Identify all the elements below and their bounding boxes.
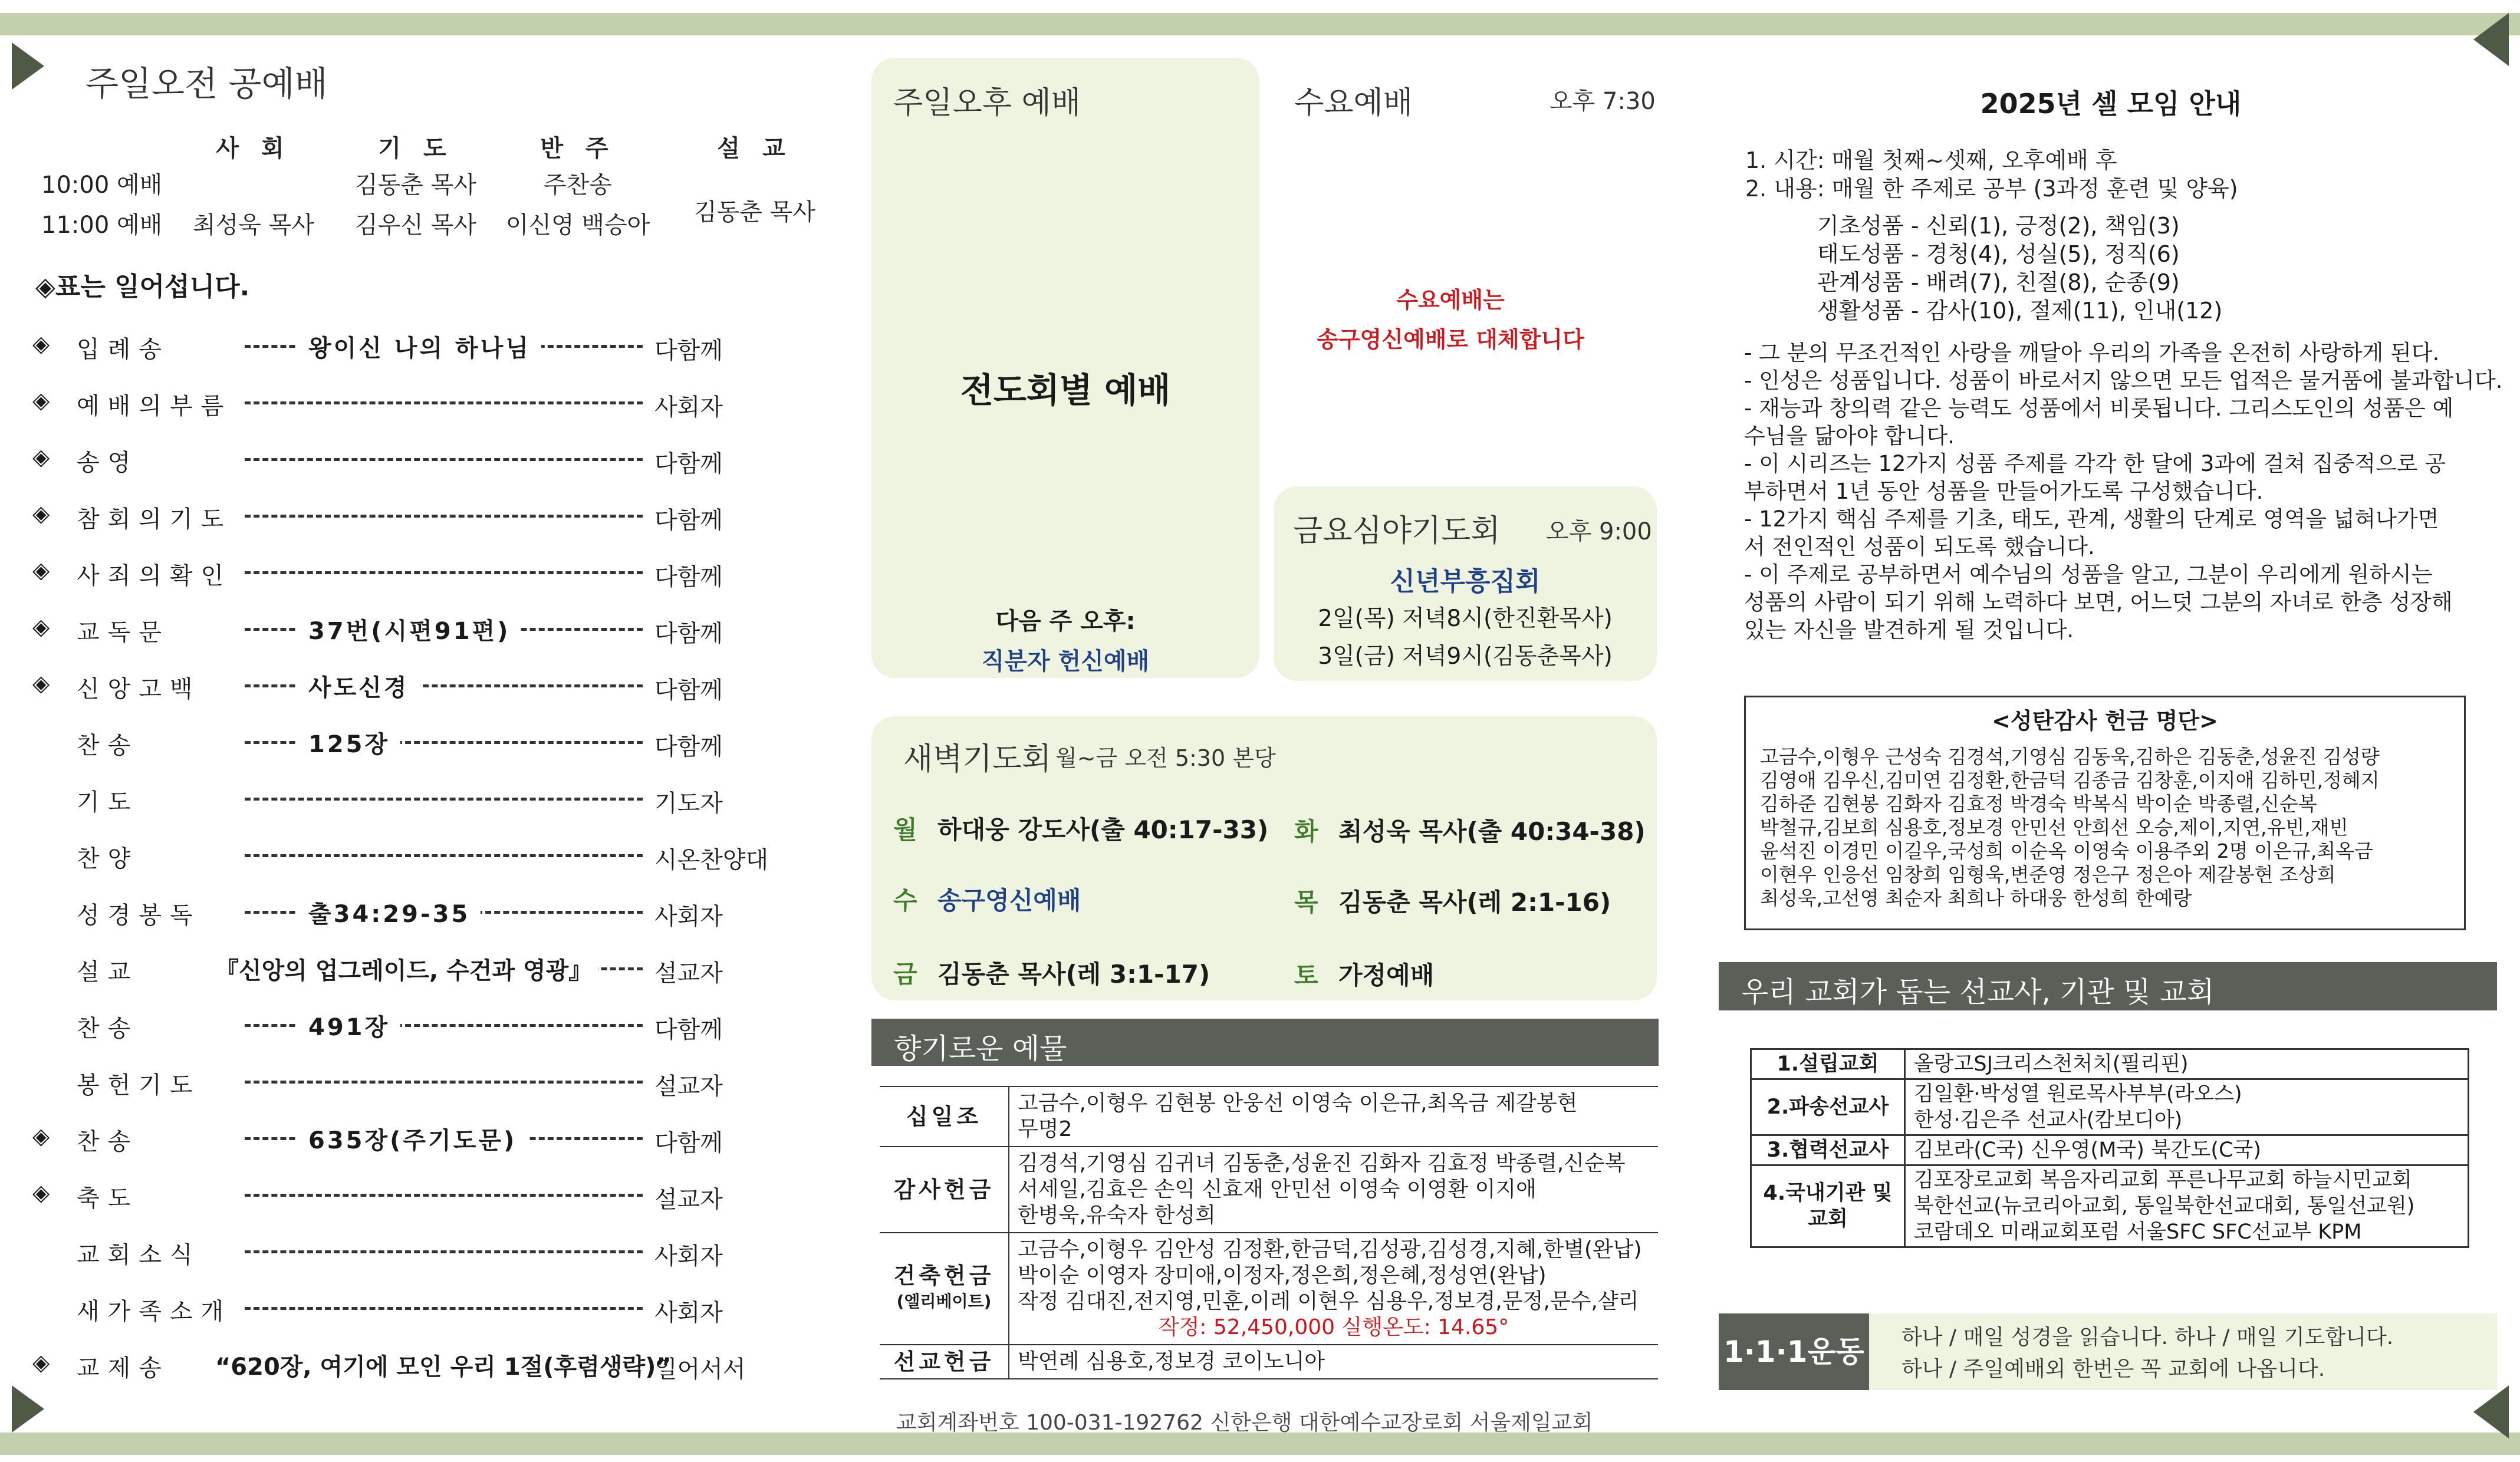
leader-dots [245, 1194, 643, 1197]
order-item-role: 다함께 [654, 620, 723, 647]
dawn-leader: 최성욱 목사(출 40:34-38) [1338, 817, 1646, 846]
order-item-detail: 125장 [298, 726, 400, 759]
mission-row [1751, 1049, 2469, 1079]
next-week-value: 직분자 헌신예배 [981, 648, 1150, 675]
order-item-detail: 사도신경 [298, 669, 420, 703]
cell-paragraph-line: - 12가지 핵심 주제를 기초, 태도, 관계, 생활의 단계로 영역을 넓혀나가면 [1744, 506, 2439, 532]
order-item-role: 다함께 [654, 450, 723, 478]
header-leader: 사 회 [216, 135, 291, 162]
top-band [0, 13, 2520, 35]
dawn-leader: 하대웅 강도사(출 40:17-33) [937, 815, 1269, 844]
cell-paragraph-line: 수님을 닮아야 합니다. [1744, 423, 1955, 449]
leader-dots [245, 458, 643, 461]
offerings-title: 향기로운 예물 [894, 1032, 1067, 1065]
friday-line: 2일(목) 저녁8시(한진환목사) [1318, 605, 1613, 632]
order-item [32, 1346, 825, 1381]
order-mark-icon: ◈ [32, 670, 50, 696]
wednesday-title: 수요예배 [1294, 85, 1413, 121]
stand-note: ◈표는 일어섭니다. [35, 272, 250, 302]
order-item-detail: 출34:29-35 [298, 895, 481, 929]
offering-row [880, 1233, 1658, 1345]
movement-badge: 1·1·1운동 [1719, 1313, 1869, 1390]
offering-label-text: 감사헌금 [893, 1177, 995, 1203]
order-item-detail: 『신앙의 업그레이드, 수건과 영광』 [209, 952, 598, 986]
order-item-name: 사죄의확인 [77, 562, 232, 590]
order-item [32, 1176, 825, 1211]
order-item [32, 440, 825, 476]
wednesday-note: 수요예배는 [1396, 287, 1505, 313]
leader-dots [245, 1250, 643, 1253]
mission-label: 2.파송선교사 [1751, 1079, 1905, 1135]
offering-line: 작정 김대진,전지영,민훈,이레 이현우 심용우,정보경,문정,문수,샬리 [1018, 1289, 1639, 1313]
order-item-name: 참회의기도 [77, 506, 232, 533]
order-item [32, 610, 825, 646]
order-item-name: 찬송 [77, 1015, 139, 1042]
christmas-name-line: 김영애 김우신,김미연 김정환,한금덕 김종금 김창훈,이지애 김하민,정혜지 [1760, 769, 2380, 792]
friday-line: 3일(금) 저녁9시(김동춘목사) [1318, 643, 1613, 670]
order-mark-icon: ◈ [32, 1180, 50, 1206]
offering-line: 고금수,이형우 김안성 김정환,한금덕,김성광,김성경,지혜,한별(완납) [1018, 1237, 1642, 1262]
order-item [32, 1006, 825, 1042]
mission-entry: 김보라(C국) 신우영(M국) 북간도(C국) [1914, 1138, 2261, 1162]
order-item-name: 찬양 [77, 845, 139, 872]
movement-line: 하나 / 매일 성경을 읽습니다. 하나 / 매일 기도합니다. [1901, 1325, 2394, 1349]
order-item [32, 497, 825, 532]
dawn-schedule: 월~금 오전 5:30 본당 [1055, 745, 1276, 771]
cell-paragraph-line: 부하면서 1년 동안 성품을 만들어가도록 구성했습니다. [1744, 479, 2264, 504]
offering-label [880, 1233, 1009, 1345]
afternoon-main: 전도회별 예배 [960, 370, 1171, 410]
cell-paragraph-line: 성품의 사람이 되기 위해 노력하다 보면, 어느덧 그분의 자녀로 한층 성장해 [1744, 590, 2453, 615]
mission-entry: 김일환·박성열 원로목사부부(라오스) [1914, 1082, 2242, 1106]
leader-dots [245, 1307, 643, 1310]
dawn-day: 화 [1294, 817, 1318, 846]
order-item-detail: 635장(주기도문) [298, 1122, 527, 1155]
dawn-leader: 가정예배 [1338, 961, 1435, 990]
mission-entry: 김포장로교회 복음자리교회 푸른나무교회 하늘시민교회 [1914, 1168, 2412, 1192]
order-mark-icon: ◈ [32, 557, 50, 583]
order-item-role: 다함께 [654, 1130, 723, 1157]
account-info: 교회계좌번호 100-031-192762 신한은행 대한예수교장로회 서울제일교회 [896, 1411, 1593, 1435]
christmas-title: <성탄감사 헌금 명단> [1992, 708, 2218, 734]
cell-paragraph-line: 서 전인적인 성품이 되도록 했습니다. [1744, 534, 2095, 559]
order-item [32, 950, 825, 985]
order-item-role: 설교자 [654, 1186, 723, 1213]
mission-entries [1905, 1135, 2469, 1165]
cell-title: 2025년 셀 모임 안내 [1980, 88, 2242, 120]
order-item-role: 사회자 [654, 1299, 723, 1326]
order-mark-icon: ◈ [32, 1123, 50, 1149]
cell-category: 생활성품 - 감사(10), 절제(11), 인내(12) [1817, 298, 2223, 324]
leader-dots [245, 571, 643, 574]
offering-line: 한병욱,유숙자 한성희 [1018, 1203, 1216, 1227]
offering-row [880, 1086, 1658, 1147]
mission-row [1751, 1079, 2469, 1135]
mission-row [1751, 1135, 2469, 1165]
next-week-label: 다음 주 오후: [995, 608, 1136, 635]
order-item-role: 설교자 [654, 1073, 723, 1100]
order-item-name: 교회소식 [77, 1242, 201, 1269]
order-item-name: 새가족소개 [77, 1298, 232, 1325]
missions-header [1719, 962, 2497, 1010]
order-item [32, 667, 825, 702]
christmas-name-line: 최성욱,고선영 최순자 최희나 하대웅 한성희 한예랑 [1760, 887, 2192, 910]
offering-label [880, 1345, 1009, 1379]
missions-title: 우리 교회가 돕는 선교사, 기관 및 교회 [1741, 976, 2215, 1009]
mission-entry: 코람데오 미래교회포럼 서울SFC SFC선교부 KPM [1914, 1220, 2362, 1244]
cell-paragraph-line: - 이 시리즈는 12가지 성품 주제를 각각 한 달에 3과에 걸쳐 집중적으로 공 [1744, 451, 2446, 476]
cell-category: 관계성품 - 배려(7), 친절(8), 순종(9) [1817, 269, 2180, 295]
leader-dots [245, 401, 643, 404]
header-prayer: 기 도 [378, 135, 453, 162]
prayer-name: 김우신 목사 [355, 212, 476, 239]
christmas-name-line: 박철규,김보희 심용호,정보경 안민선 안희선 오승,제이,지연,유빈,재빈 [1760, 816, 2348, 839]
accompanist-name: 이신영 백승아 [505, 212, 650, 239]
dawn-day: 수 [893, 886, 917, 915]
order-item-role: 다함께 [654, 564, 723, 591]
order-mark-icon: ◈ [32, 614, 50, 640]
order-item-name: 송영 [77, 449, 139, 476]
offering-line: 무명2 [1018, 1117, 1073, 1141]
offering-label-text: 건축헌금 [893, 1263, 995, 1289]
christmas-name-line: 이현우 인응선 임창희 임형욱,변준영 정은구 정은아 제갈봉현 조상희 [1760, 863, 2336, 886]
accompanist-name: 주찬송 [544, 172, 612, 199]
order-item-role: 기도자 [654, 790, 723, 817]
order-mark-icon: ◈ [32, 444, 50, 470]
offering-names [1009, 1086, 1658, 1147]
order-item-detail: “620장, 여기에 모인 우리 1절(후렴생략)” [209, 1348, 677, 1382]
offerings-table [880, 1086, 1658, 1379]
cell-paragraph-line: - 이 주제로 공부하면서 예수님의 성품을 알고, 그분이 우리에게 원하시는 [1744, 562, 2433, 587]
friday-title: 금요심야기도회 [1293, 513, 1501, 549]
prayer-name: 김동춘 목사 [355, 172, 476, 199]
order-item-name: 성경봉독 [77, 902, 201, 929]
mission-entry: 한성·김은주 선교사(캄보디아) [1914, 1108, 2183, 1132]
order-item [32, 1119, 825, 1155]
order-item-name: 찬송 [77, 1128, 139, 1155]
order-item [32, 384, 825, 419]
movement-line: 하나 / 주일예배외 한번은 꼭 교회에 나옵니다. [1901, 1357, 2325, 1381]
order-item-role: 설교자 [654, 960, 723, 987]
offerings-header [871, 1019, 1659, 1066]
leader-dots [245, 798, 643, 801]
order-item-role: 다함께 [654, 337, 723, 364]
order-item-name: 설교 [77, 959, 139, 986]
order-mark-icon: ◈ [32, 331, 50, 357]
dawn-day: 금 [893, 960, 917, 989]
offering-line: 서세일,김효은 손익 신효재 안민선 이영숙 이영환 이지애 [1018, 1177, 1537, 1201]
service-time: 10:00 예배 [41, 172, 163, 199]
offering-names [1009, 1233, 1658, 1345]
offering-row [880, 1147, 1658, 1233]
cell-line: 1. 시간: 매월 첫째~셋째, 오후예배 후 [1745, 147, 2117, 173]
afternoon-title: 주일오후 예배 [893, 85, 1081, 121]
mission-label: 3.협력선교사 [1751, 1135, 1905, 1165]
order-item [32, 723, 825, 759]
mission-entries [1905, 1049, 2469, 1079]
order-item-role: 사회자 [654, 1243, 723, 1270]
order-item-role: 다함께 [654, 677, 723, 704]
mission-row [1751, 1165, 2469, 1247]
preacher-name: 김동춘 목사 [694, 199, 815, 226]
leader-dots [245, 515, 643, 518]
header-accompanist: 반 주 [540, 135, 616, 162]
offering-sublabel: (엘리베이트) [896, 1292, 992, 1311]
offering-row [880, 1345, 1658, 1379]
order-item [32, 554, 825, 589]
order-mark-icon: ◈ [32, 1349, 50, 1375]
mission-label: 1.설립교회 [1751, 1049, 1905, 1079]
offering-label [880, 1086, 1009, 1147]
order-item-name: 신앙고백 [77, 676, 201, 703]
friday-time: 오후 9:00 [1546, 518, 1652, 545]
order-item-detail: 왕이신 나의 하나님 [298, 330, 541, 363]
order-item-role: 사회자 [654, 903, 723, 930]
mission-entries [1905, 1079, 2469, 1135]
offering-line: 박이순 이영자 장미애,이정자,정은희,정은혜,정성연(완납) [1018, 1263, 1547, 1288]
order-item [32, 780, 825, 815]
leader-dots [245, 1081, 643, 1084]
offering-names [1009, 1345, 1658, 1379]
order-item-name: 교독문 [77, 619, 170, 646]
offering-label [880, 1147, 1009, 1233]
friday-event: 신년부흥집회 [1390, 567, 1541, 597]
mission-entry: 올랑고SJ크리스천처치(필리핀) [1914, 1052, 2189, 1076]
order-item [32, 837, 825, 872]
christmas-name-line: 윤석진 이경민 이길우,국성희 이순옥 이영숙 이용주외 2명 이은규,최옥금 [1760, 839, 2373, 862]
leader-name: 최성욱 목사 [193, 212, 314, 239]
order-item-name: 찬송 [77, 732, 139, 759]
dawn-day: 토 [1294, 961, 1318, 990]
order-mark-icon: ◈ [32, 387, 50, 413]
dawn-leader: 김동춘 목사(레 2:1-16) [1338, 888, 1611, 917]
order-item-name: 봉헌기도 [77, 1072, 201, 1099]
order-item [32, 327, 825, 363]
morning-title: 주일오전 공예배 [85, 64, 328, 104]
order-item-name: 예배의부름 [77, 393, 232, 420]
offering-goal: 작정: 52,450,000 실행온도: 14.65° [1158, 1315, 1509, 1339]
christmas-name-line: 김하준 김현봉 김화자 김효정 박경숙 박복식 박이순 박종렬,신순복 [1760, 792, 2317, 815]
christmas-name-line: 고금수,이형우 근성숙 김경석,기영심 김동욱,김하은 김동춘,성윤진 김성량 [1760, 745, 2380, 768]
offering-line: 박연례 심용호,정보경 코이노니아 [1018, 1349, 1325, 1374]
order-item-name: 입례송 [77, 336, 170, 363]
mission-entries [1905, 1165, 2469, 1247]
offering-label-text: 십일조 [906, 1104, 982, 1130]
order-item-role: 다함께 [654, 507, 723, 534]
offering-label-text: 선교헌금 [893, 1349, 995, 1375]
cell-paragraph-line: - 인성은 성품입니다. 성품이 바로서지 않으면 모든 업적은 물거품에 불과합니다. [1744, 368, 2503, 393]
order-item-role: 다함께 [654, 733, 723, 760]
order-item-name: 축도 [77, 1185, 139, 1212]
cell-category: 태도성품 - 경청(4), 성실(5), 정직(6) [1817, 241, 2180, 267]
order-item-role: 시온찬양대 [654, 847, 769, 874]
dawn-day: 월 [893, 815, 917, 844]
cell-paragraph-line: - 재능과 창의력 같은 능력도 성품에서 비롯됩니다. 그리스도인의 성품은 예 [1744, 396, 2454, 421]
dawn-leader: 김동춘 목사(레 3:1-17) [937, 960, 1210, 989]
mission-entry: 북한선교(뉴코리아교회, 통일북한선교대회, 통일선교원) [1914, 1194, 2415, 1218]
corner-arrow-top-left [12, 42, 44, 90]
offering-line: 김경석,기영심 김귀녀 김동춘,성윤진 김화자 김효정 박종렬,신순복 [1018, 1151, 1626, 1175]
dawn-leader: 송구영신예배 [937, 886, 1081, 915]
cell-paragraph-line: - 그 분의 무조건적인 사랑을 깨달아 우리의 가족을 온전히 사랑하게 된다. [1744, 340, 2440, 366]
corner-arrow-top-right [2473, 13, 2509, 66]
order-item-name: 기도 [77, 789, 139, 816]
wednesday-time: 오후 7:30 [1549, 88, 1656, 115]
cell-line: 2. 내용: 매월 한 주제로 공부 (3과정 훈련 및 양육) [1745, 176, 2238, 202]
order-item-role: 일어서서 [654, 1356, 746, 1383]
order-item [32, 893, 825, 928]
cell-paragraph-line: 있는 자신을 발견하게 될 것입니다. [1744, 617, 2074, 643]
order-item [32, 1289, 825, 1325]
leader-dots [245, 854, 643, 857]
service-time: 11:00 예배 [41, 212, 163, 239]
order-item-role: 다함께 [654, 1016, 723, 1043]
order-item-role: 사회자 [654, 394, 723, 421]
dawn-day: 목 [1294, 888, 1318, 917]
cell-category: 기초성품 - 신뢰(1), 긍정(2), 책임(3) [1817, 213, 2180, 239]
corner-arrow-bottom-left [12, 1385, 44, 1433]
mission-label: 4.국내기관 및 교회 [1751, 1165, 1905, 1247]
dawn-title: 새벽기도회 [903, 742, 1052, 777]
corner-arrow-bottom-right [2473, 1385, 2509, 1438]
order-item-detail: 37번(시편91편) [298, 613, 521, 646]
header-preacher: 설 교 [717, 135, 792, 162]
offering-names [1009, 1147, 1658, 1233]
order-mark-icon: ◈ [32, 500, 50, 526]
order-item-name: 교제송 [77, 1355, 170, 1382]
wednesday-note: 송구영신예배로 대체합니다 [1317, 327, 1584, 353]
offering-line: 고금수,이형우 김현봉 안웅선 이영숙 이은규,최옥금 제갈봉현 [1018, 1091, 1578, 1115]
order-item [32, 1233, 825, 1268]
order-item [32, 1063, 825, 1098]
order-item-detail: 491장 [298, 1009, 400, 1042]
missions-table [1750, 1048, 2469, 1248]
